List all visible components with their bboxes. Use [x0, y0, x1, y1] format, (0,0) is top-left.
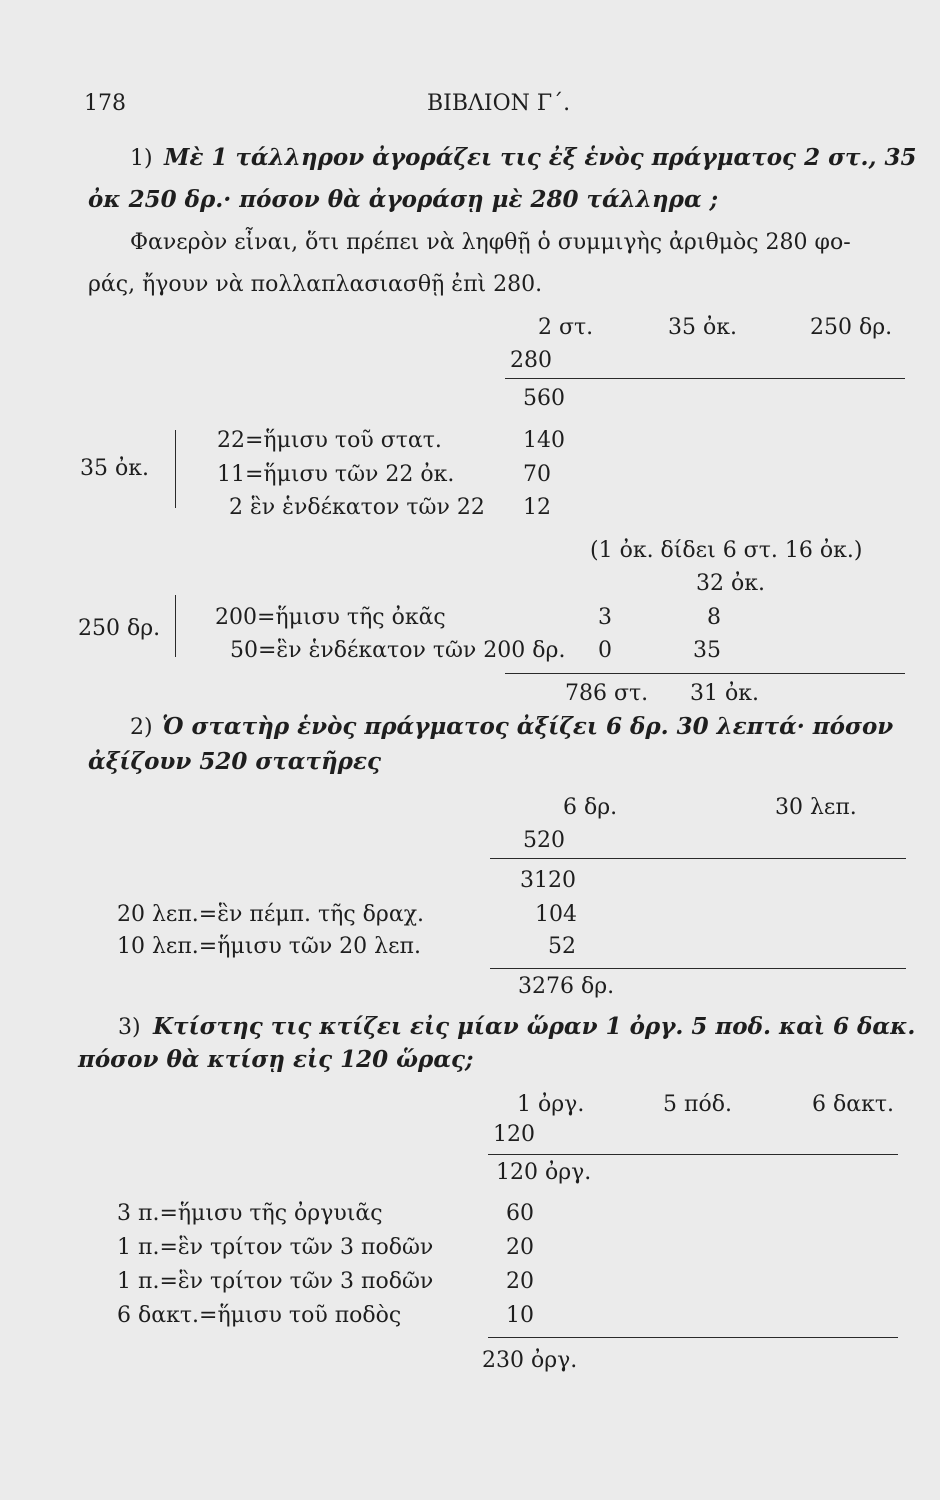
p3-total: 230 ὀργ. [482, 1348, 578, 1373]
p3-decomposition-4: 6 δακτ.=ἥμισυ τοῦ ποδὸς [117, 1303, 402, 1328]
p1-header-drami: 250 δρ. [810, 315, 893, 340]
problem-1-question-line-2: ὀκ 250 δρ.· πόσον θὰ ἀγοράσῃ μὲ 280 τάλληρα ; [88, 186, 719, 213]
p1-value-4a: 3 [598, 605, 612, 630]
p3-header-podes: 5 πόδ. [663, 1092, 732, 1117]
p1-total-oka: 31 ὀκ. [690, 681, 759, 706]
p2-decomposition-1: 20 λεπ.=ἓν πέμπ. τῆς δραχ. [117, 902, 425, 927]
p1-brace-label-drami: 250 δρ. [78, 616, 161, 641]
p2-value-1: 104 [535, 902, 577, 927]
p1-value-3: 12 [523, 495, 551, 520]
p3-decomposition-1: 3 π.=ἥμισυ τῆς ὀργυιᾶς [117, 1201, 383, 1226]
p3-decomposition-3: 1 π.=ἓν τρίτον τῶν 3 ποδῶν [117, 1269, 434, 1294]
p3-header-daktyloi: 6 δακτ. [812, 1092, 895, 1117]
p1-decomposition-4: 200=ἥμισυ τῆς ὀκᾶς [215, 605, 446, 630]
problem-1-explanation-line-1: Φανερὸν εἶναι, ὅτι πρέπει νὰ ληφθῇ ὁ συμμιγὴς ἀριθμὸς 280 φο- [130, 230, 851, 255]
p2-total: 3276 δρ. [518, 974, 615, 999]
problem-1-question-line-1: Μὲ 1 τάλληρον ἀγοράζει τις ἐξ ἑνὸς πράγματος 2 στ., 35 [164, 144, 917, 171]
p1-brace-drami [175, 595, 176, 657]
p1-value-5a: 0 [598, 638, 612, 663]
p1-note: (1 ὀκ. δίδει 6 στ. 16 ὀκ.) [590, 538, 863, 563]
problem-2-question-line-2: ἀξίζουν 520 στατῆρες [88, 748, 381, 775]
problem-3-question-line-1: Κτίστης τις κτίζει εἰς μίαν ὥραν 1 ὀργ. 5 ποδ. καὶ 6 δακ. [153, 1013, 916, 1040]
p1-total-statir: 786 στ. [565, 681, 649, 706]
problem-1-number: 1) [130, 146, 153, 171]
p3-multiplier: 120 [493, 1122, 535, 1147]
p2-header-drami: 6 δρ. [563, 795, 618, 820]
running-title: ΒΙΒΛΙΟΝ Γ΄. [427, 91, 571, 116]
p1-result-560: 560 [523, 386, 565, 411]
p2-value-2: 52 [548, 934, 576, 959]
p3-rule-2 [488, 1337, 898, 1338]
p1-rule-1 [505, 378, 905, 379]
p1-decomposition-2: 11=ἥμισυ τῶν 22 ὀκ. [217, 462, 455, 487]
p1-value-2: 70 [523, 462, 551, 487]
p2-rule-2 [490, 968, 906, 969]
p1-rule-2 [505, 673, 905, 674]
p1-value-4b: 8 [707, 605, 721, 630]
p2-rule-1 [490, 858, 906, 859]
p3-result-120: 120 ὀργ. [496, 1160, 592, 1185]
p1-brace-label-oka: 35 ὀκ. [80, 456, 149, 481]
p1-header-statir: 2 στ. [538, 315, 594, 340]
p1-header-oka: 35 ὀκ. [668, 315, 737, 340]
problem-3-question-line-2: πόσον θὰ κτίσῃ εἰς 120 ὥρας; [78, 1046, 474, 1073]
p1-result-32: 32 ὀκ. [696, 571, 765, 596]
problem-2-question-line-1: Ὁ στατὴρ ἑνὸς πράγματος ἀξίζει 6 δρ. 30 λεπτά· πόσον [162, 713, 894, 740]
problem-1-explanation-line-2: ράς, ἤγουν νὰ πολλαπλασιασθῇ ἐπὶ 280. [88, 272, 543, 297]
p3-value-2: 20 [506, 1235, 534, 1260]
p1-multiplier: 280 [510, 348, 552, 373]
p3-value-3: 20 [506, 1269, 534, 1294]
p3-value-1: 60 [506, 1201, 534, 1226]
p1-decomposition-5: 50=ἓν ἑνδέκατον τῶν 200 δρ. [230, 638, 566, 663]
p3-header-orgyia: 1 ὀργ. [517, 1092, 585, 1117]
problem-2-number: 2) [130, 715, 153, 740]
p2-result-3120: 3120 [520, 868, 576, 893]
p1-decomposition-3: 2 ἓν ἑνδέκατον τῶν 22 [229, 495, 485, 520]
p1-value-1: 140 [523, 428, 565, 453]
p1-brace-oka [175, 430, 176, 508]
p1-value-5b: 35 [693, 638, 721, 663]
p1-decomposition-1: 22=ἥμισυ τοῦ στατ. [217, 428, 442, 453]
p2-decomposition-2: 10 λεπ.=ἥμισυ τῶν 20 λεπ. [117, 934, 421, 959]
p3-rule-1 [488, 1154, 898, 1155]
problem-3-number: 3) [118, 1015, 141, 1040]
p2-header-lepta: 30 λεπ. [775, 795, 857, 820]
p2-multiplier: 520 [523, 828, 565, 853]
page-number: 178 [84, 91, 126, 116]
p3-decomposition-2: 1 π.=ἓν τρίτον τῶν 3 ποδῶν [117, 1235, 434, 1260]
p3-value-4: 10 [506, 1303, 534, 1328]
